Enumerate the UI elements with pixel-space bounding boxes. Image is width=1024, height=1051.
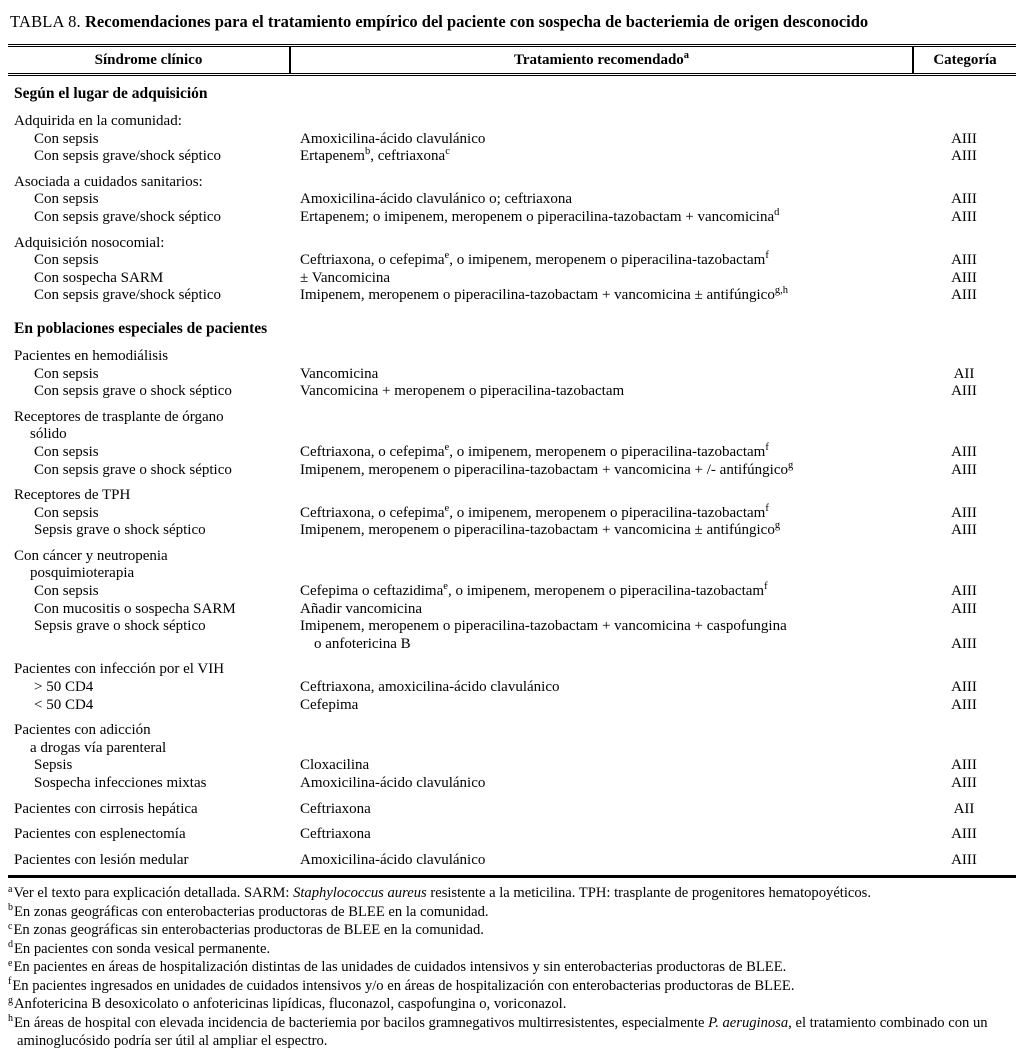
table-row bbox=[8, 287, 1016, 305]
treatment-cell: Imipenem, meropenem o piperacilina-tazobactam + vancomicina + /- antifúngico$^g$ bbox=[300, 459, 794, 478]
syndrome-cell: < 50 CD4 bbox=[34, 696, 94, 713]
category-cell bbox=[912, 722, 1016, 740]
table-body bbox=[8, 76, 1016, 869]
table-row bbox=[8, 270, 1016, 288]
table-row bbox=[8, 775, 1016, 793]
table-row bbox=[8, 636, 1016, 654]
syndrome-cell: Adquirida en la comunidad: bbox=[14, 113, 182, 129]
syndrome-cell: Sospecha infecciones mixtas bbox=[34, 775, 207, 791]
category-cell: AIII bbox=[951, 635, 977, 652]
table-row bbox=[8, 409, 1016, 427]
treatment-cell: Ceftriaxona bbox=[300, 826, 371, 843]
syndrome-cell: Con sepsis bbox=[34, 191, 99, 208]
syndrome-cell: Con mucositis o sospecha SARM bbox=[34, 600, 236, 617]
syndrome-cell: Asociada a cuidados sanitarios: bbox=[14, 173, 203, 190]
table-title bbox=[10, 12, 1016, 32]
treatment-cell: Ertapenem; o imipenem, meropenem o piperacilina-tazobactam + vancomicina$^d$ bbox=[300, 206, 780, 225]
syndrome-cell: Con sepsis grave/shock séptico bbox=[34, 287, 222, 304]
table-row bbox=[8, 583, 1016, 601]
syndrome-cell: Con sepsis bbox=[34, 252, 99, 269]
treatment-cell: Ceftriaxona, o cefepima$^e$, o imipenem, meropenem o piperacilina-tazobactam$^f$ bbox=[300, 502, 769, 521]
table-row bbox=[8, 148, 1016, 166]
table-header-row bbox=[8, 44, 1016, 76]
category-cell bbox=[912, 348, 1016, 366]
category-cell bbox=[912, 740, 1016, 758]
treatment-cell: ± Vancomicina bbox=[300, 269, 391, 286]
syndrome-cell: Con sepsis bbox=[34, 130, 99, 147]
table-title-text: Recomendaciones para el tratamiento empírico del paciente con sospecha de bacteriemia de origen desconocido bbox=[85, 12, 869, 31]
category-cell: AIII bbox=[951, 269, 977, 286]
treatment-cell: Cefepima o ceftazidima$^e$, o imipenem, meropenem o piperacilina-tazobactam$^f$ bbox=[300, 581, 768, 600]
treatment-cell bbox=[289, 235, 912, 253]
category-cell: AIII bbox=[951, 757, 977, 774]
footnote-ref: e bbox=[444, 250, 450, 262]
treatment-cell bbox=[289, 409, 912, 427]
treatment-cell: Amoxicilina-ácido clavulánico bbox=[300, 130, 486, 147]
header-treatment-text: Tratamiento recomendado bbox=[513, 52, 684, 68]
table-row bbox=[8, 131, 1016, 149]
category-cell bbox=[912, 113, 1016, 131]
table-row bbox=[8, 113, 1016, 131]
category-cell: AIII bbox=[951, 383, 977, 400]
category-cell bbox=[912, 661, 1016, 679]
table-row bbox=[8, 383, 1016, 401]
table-row bbox=[8, 502, 1016, 523]
table-row bbox=[8, 601, 1016, 619]
footnote-ref: f bbox=[765, 441, 769, 453]
table-row bbox=[8, 487, 1016, 505]
footnote-ref: f bbox=[764, 581, 768, 593]
treatment-cell bbox=[289, 487, 912, 505]
category-cell: AIII bbox=[951, 148, 977, 165]
table-row bbox=[8, 348, 1016, 366]
table-row bbox=[8, 174, 1016, 192]
syndrome-cell: a drogas vía parenteral bbox=[30, 739, 167, 756]
footnote-marker: g bbox=[8, 994, 13, 1006]
syndrome-cell: Pacientes con cirrosis hepática bbox=[14, 800, 198, 817]
table-row bbox=[8, 740, 1016, 758]
footnote: $^f$En pacientes ingresados en unidades de cuidados intensivos y/o en áreas de hospitalización con enterobacterias productoras de BLEE. bbox=[8, 976, 795, 994]
footnote-ref: g,h bbox=[774, 285, 788, 297]
category-cell: AIII bbox=[951, 287, 977, 304]
table-row bbox=[8, 661, 1016, 679]
category-cell: AIII bbox=[951, 775, 977, 791]
footnote-ref: g bbox=[787, 459, 794, 471]
syndrome-cell: Pacientes con infección por el VIH bbox=[14, 661, 225, 678]
category-cell bbox=[912, 235, 1016, 253]
footnote-marker: a bbox=[8, 883, 13, 895]
category-cell: AIII bbox=[951, 851, 977, 868]
category-cell bbox=[912, 565, 1016, 583]
treatment-cell bbox=[289, 548, 912, 566]
syndrome-cell: Adquisición nosocomial: bbox=[14, 234, 165, 251]
category-cell: AIII bbox=[951, 191, 977, 208]
syndrome-cell: Con cáncer y neutropenia bbox=[14, 547, 168, 564]
table-row bbox=[8, 565, 1016, 583]
syndrome-cell: > 50 CD4 bbox=[34, 679, 94, 696]
category-cell: AIII bbox=[951, 696, 977, 713]
treatment-cell: Imipenem, meropenem o piperacilina-tazobactam + vancomicina ± antifúngico$^g$ bbox=[300, 520, 781, 539]
treatment-cell: Cloxacilina bbox=[300, 757, 370, 774]
table-row bbox=[8, 252, 1016, 270]
table-row bbox=[8, 548, 1016, 566]
header-syndrome: Síndrome clínico bbox=[94, 52, 203, 68]
syndrome-cell: Con sepsis bbox=[34, 504, 99, 521]
category-cell: AII bbox=[953, 365, 975, 382]
table-row bbox=[8, 191, 1016, 209]
treatment-cell: Cefepima bbox=[300, 696, 359, 713]
syndrome-cell: Con sepsis grave/shock séptico bbox=[34, 208, 222, 225]
footnote-marker: f bbox=[8, 976, 12, 988]
footnote-ref: e bbox=[443, 581, 448, 593]
footnote-marker: d bbox=[8, 939, 13, 951]
table-row bbox=[8, 459, 1016, 480]
header-category: Categoría bbox=[912, 47, 1016, 73]
table-row bbox=[8, 206, 1016, 227]
syndrome-cell: Receptores de trasplante de órgano bbox=[14, 408, 224, 425]
treatment-cell: Amoxicilina-ácido clavulánico bbox=[300, 851, 486, 868]
syndrome-cell: Con sepsis bbox=[34, 583, 99, 600]
treatment-cell: Añadir vancomicina bbox=[300, 600, 423, 617]
treatment-cell bbox=[289, 348, 912, 366]
footnote-marker: b bbox=[8, 902, 13, 914]
footnote-ref: f bbox=[765, 502, 769, 514]
syndrome-cell: Con sepsis grave o shock séptico bbox=[34, 461, 232, 478]
table-row bbox=[8, 826, 1016, 844]
footnote-ref: e bbox=[444, 502, 450, 514]
treatment-cell: Imipenem, meropenem o piperacilina-tazobactam + vancomicina ± antifúngico$^{g,h}$ bbox=[300, 285, 788, 304]
category-cell: AIII bbox=[951, 208, 977, 225]
syndrome-cell: sólido bbox=[30, 426, 67, 443]
table-row bbox=[8, 522, 1016, 540]
syndrome-cell bbox=[8, 636, 289, 654]
treatment-cell bbox=[289, 722, 912, 740]
category-cell: AIII bbox=[951, 826, 977, 843]
footnote: $^a$Ver el texto para explicación detallada. SARM: Staphylococcus aureus resistente a la meticilina. TPH: trasplante de progenitores hematopoyéticos. bbox=[8, 883, 872, 902]
category-cell bbox=[912, 174, 1016, 192]
category-cell: AIII bbox=[951, 252, 977, 269]
footnote: $^g$Anfotericina B desoxicolato o anfotericinas lipídicas, fluconazol, caspofungina o, voriconazol. bbox=[8, 994, 567, 1013]
treatment-cell bbox=[289, 661, 912, 679]
table-row bbox=[8, 757, 1016, 775]
syndrome-cell: Sepsis grave o shock séptico bbox=[34, 522, 206, 539]
treatment-cell: o anfotericina B bbox=[314, 635, 411, 652]
footnote: $^h$En áreas de hospital con elevada incidencia de bacteriemia por bacilos gramnegativos multirresistentes, especialmente P. aeruginosa, el tratamiento combinado con un aminoglucósido podría ser útil al ampliar el espectro. bbox=[8, 1013, 988, 1050]
italic-text: Staphylococcus aureus bbox=[293, 885, 427, 902]
treatment-cell bbox=[289, 740, 912, 758]
treatment-cell: Ceftriaxona bbox=[300, 800, 371, 817]
category-cell: AIII bbox=[951, 583, 977, 600]
treatment-cell: Ertapenem$^b$, ceftriaxona$^c$ bbox=[300, 146, 450, 165]
category-cell: AIII bbox=[951, 504, 977, 521]
treatment-cell bbox=[289, 426, 912, 444]
category-cell bbox=[912, 548, 1016, 566]
syndrome-cell: Con sepsis bbox=[34, 365, 99, 382]
table-row bbox=[8, 235, 1016, 253]
treatment-cell bbox=[289, 565, 912, 583]
italic-text: P. aeruginosa bbox=[708, 1014, 789, 1031]
footnote-marker: c bbox=[8, 920, 13, 932]
syndrome-cell: posquimioterapia bbox=[30, 565, 135, 582]
table-row bbox=[8, 722, 1016, 740]
syndrome-cell: Con sepsis bbox=[34, 443, 99, 460]
category-cell: AIII bbox=[951, 600, 977, 617]
table-row bbox=[8, 618, 1016, 636]
footnote: $^d$En pacientes con sonda vesical permanente. bbox=[8, 939, 271, 957]
footnote: $^b$En zonas geográficas con enterobacterias productoras de BLEE en la comunidad. bbox=[8, 902, 489, 920]
section-heading: En poblaciones especiales de pacientes bbox=[14, 319, 268, 337]
table-row bbox=[8, 679, 1016, 697]
footnote-marker: h bbox=[8, 1013, 13, 1025]
syndrome-cell: Pacientes con lesión medular bbox=[14, 851, 189, 868]
category-cell: AIII bbox=[951, 461, 977, 478]
treatment-cell: Amoxicilina-ácido clavulánico o; ceftriaxona bbox=[300, 191, 572, 208]
table-row bbox=[8, 697, 1016, 715]
category-cell: AIII bbox=[951, 522, 977, 539]
table-row bbox=[8, 852, 1016, 870]
treatment-cell bbox=[289, 174, 912, 192]
category-cell: AIII bbox=[951, 679, 977, 696]
syndrome-cell: Pacientes con adicción bbox=[14, 722, 151, 739]
treatment-cell: Amoxicilina-ácido clavulánico bbox=[300, 775, 486, 791]
syndrome-cell: Pacientes en hemodiálisis bbox=[14, 347, 169, 364]
syndrome-cell: Receptores de TPH bbox=[14, 487, 131, 504]
table-row bbox=[8, 366, 1016, 384]
header-treatment bbox=[289, 47, 912, 73]
footnote-ref: d bbox=[774, 206, 780, 218]
syndrome-cell: Con sepsis grave o shock séptico bbox=[34, 383, 232, 400]
category-cell: AIII bbox=[951, 130, 977, 147]
table-number-label: TABLA 8. bbox=[10, 12, 81, 31]
footnote-ref: b bbox=[364, 146, 371, 158]
header-treatment-footnote-ref: a bbox=[683, 50, 690, 61]
syndrome-cell: Con sospecha SARM bbox=[34, 269, 164, 286]
category-cell bbox=[912, 618, 1016, 636]
section-heading: Según el lugar de adquisición bbox=[14, 85, 208, 102]
table-row bbox=[8, 426, 1016, 444]
category-cell bbox=[912, 426, 1016, 444]
treatment-cell: Ceftriaxona, amoxicilina-ácido clavulánico bbox=[300, 679, 560, 696]
treatment-cell: Vancomicina + meropenem o piperacilina-tazobactam bbox=[300, 383, 625, 400]
footnote-ref: g bbox=[774, 520, 781, 532]
footnote-ref: f bbox=[765, 250, 769, 262]
footnote: $^c$En zonas geográficas sin enterobacterias productoras de BLEE en la comunidad. bbox=[8, 920, 484, 939]
treatment-cell: Vancomicina bbox=[300, 365, 379, 382]
table-row bbox=[8, 801, 1016, 819]
category-cell: AIII bbox=[951, 443, 977, 460]
treatment-cell: Ceftriaxona, o cefepima$^e$, o imipenem, meropenem o piperacilina-tazobactam$^f$ bbox=[300, 441, 769, 460]
table-row bbox=[8, 441, 1016, 462]
syndrome-cell: Sepsis grave o shock séptico bbox=[34, 618, 206, 635]
category-cell: AII bbox=[953, 800, 975, 817]
treatment-cell: Ceftriaxona, o cefepima$^e$, o imipenem, meropenem o piperacilina-tazobactam$^f$ bbox=[300, 250, 769, 269]
footnote: $^e$En pacientes en áreas de hospitalización distintas de las unidades de cuidados intensivos y sin enterobacterias productoras de BLEE. bbox=[8, 957, 787, 976]
syndrome-cell: Sepsis bbox=[34, 757, 73, 774]
treatment-cell: Imipenem, meropenem o piperacilina-tazobactam + vancomicina + caspofungina bbox=[300, 618, 787, 635]
footnotes bbox=[8, 878, 1016, 1051]
footnote-ref: e bbox=[444, 441, 450, 453]
syndrome-cell: Pacientes con esplenectomía bbox=[14, 826, 186, 843]
category-cell bbox=[912, 487, 1016, 505]
footnote-marker: e bbox=[8, 957, 13, 969]
treatment-cell bbox=[289, 113, 912, 131]
footnote-ref: c bbox=[445, 146, 450, 158]
syndrome-cell: Con sepsis grave/shock séptico bbox=[34, 148, 222, 165]
category-cell bbox=[912, 409, 1016, 427]
